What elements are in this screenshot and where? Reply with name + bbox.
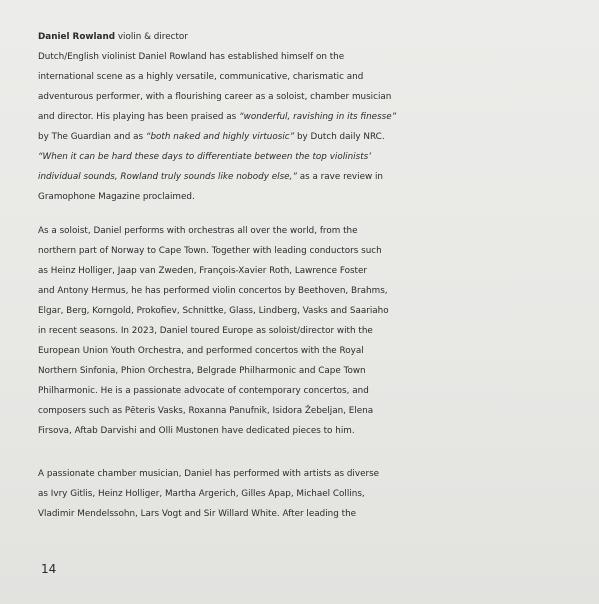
bio-paragraph-3	[38, 464, 588, 524]
text-run: by The Guardian and as	[38, 132, 146, 142]
text-line: as Heinz Holliger, Jaap van Zweden, François-Xavier Roth, Lawrence Foster	[38, 266, 368, 276]
press-quote: individual sounds, Rowland truly sounds like nobody else,”	[38, 172, 297, 182]
text-line: and Antony Hermus, he has performed violin concertos by Beethoven, Brahms,	[38, 286, 388, 296]
artist-role: violin & director	[115, 32, 188, 42]
text-line: international scene as a highly versatile, communicative, charismatic and	[38, 72, 364, 82]
text-line: A passionate chamber musician, Daniel has performed with artists as diverse	[38, 469, 380, 479]
text-line: northern part of Norway to Cape Town. Together with leading conductors such	[38, 246, 382, 256]
text-line: composers such as Pēteris Vasks, Roxanna Panufnik, Isidora Žebeljan, Elena	[38, 406, 374, 416]
press-quote: “When it can be hard these days to differentiate between the top violinists’	[38, 152, 372, 162]
text-run: as a rave review in	[296, 172, 384, 182]
text-run: and director. His playing has been praised as	[38, 112, 240, 122]
text-line: in recent seasons. In 2023, Daniel toured Europe as soloist/director with the	[38, 326, 373, 336]
press-quote: “both naked and highly virtuosic”	[145, 132, 295, 142]
artist-name: Daniel Rowland	[38, 32, 116, 42]
text-line: Elgar, Berg, Korngold, Prokofiev, Schnittke, Glass, Lindberg, Vasks and Saariaho	[38, 306, 389, 316]
bio-heading	[38, 27, 588, 47]
text-line: Vladimir Mendelssohn, Lars Vogt and Sir Willard White. After leading the	[38, 509, 357, 519]
press-quote: “wonderful, ravishing in its finesse”	[239, 112, 397, 122]
text-line: As a soloist, Daniel performs with orchestras all over the world, from the	[38, 226, 358, 236]
text-line: Philharmonic. He is a passionate advocate of contemporary concertos, and	[38, 386, 369, 396]
text-run: by Dutch daily NRC.	[294, 132, 385, 142]
page-number: 14	[41, 562, 57, 576]
text-line	[38, 107, 588, 127]
text-line	[38, 127, 588, 147]
text-line: Gramophone Magazine proclaimed.	[38, 192, 195, 202]
text-line: Firsova, Aftab Darvishi and Olli Mustonen have dedicated pieces to him.	[38, 426, 355, 436]
bio-paragraph-2	[38, 221, 588, 441]
text-line	[38, 167, 588, 187]
text-line: as Ivry Gitlis, Heinz Holliger, Martha Argerich, Gilles Apap, Michael Collins,	[38, 489, 365, 499]
text-line: European Union Youth Orchestra, and performed concertos with the Royal	[38, 346, 364, 356]
bio-paragraph-1	[38, 27, 588, 207]
text-line: Dutch/English violinist Daniel Rowland has established himself on the	[38, 52, 345, 62]
text-line: adventurous performer, with a flourishing career as a soloist, chamber musician	[38, 92, 392, 102]
text-line: Northern Sinfonia, Phion Orchestra, Belgrade Philharmonic and Cape Town	[38, 366, 366, 376]
